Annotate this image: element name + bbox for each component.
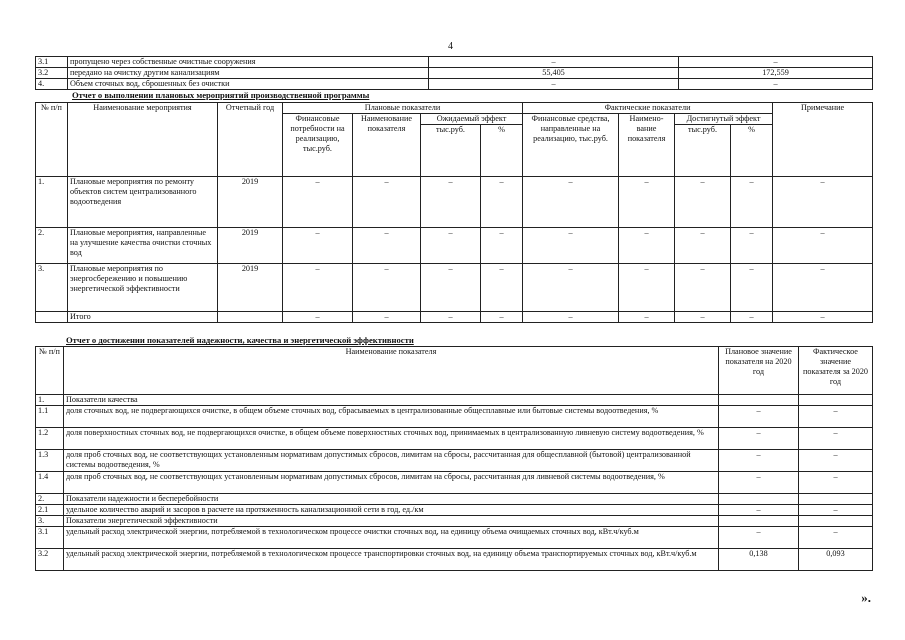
plan-value: 0,138	[719, 549, 799, 571]
cell-value: –	[731, 177, 773, 228]
cell-value: –	[675, 177, 731, 228]
plan-value: –	[429, 79, 679, 90]
table-row	[36, 395, 873, 406]
fact-value: –	[679, 57, 873, 68]
cell-value: –	[283, 312, 353, 323]
table-row	[36, 516, 873, 527]
fact-value: –	[799, 527, 873, 549]
col-fact-value: Фактическое значение показателя за 2020 год	[799, 347, 873, 395]
fact-value: –	[799, 505, 873, 516]
col-planned: Плановые показатели	[283, 103, 523, 114]
col-plan-finance: Финансовые потребности на реализацию, тыс.руб.	[283, 114, 353, 177]
fact-value	[799, 395, 873, 406]
row-number: 3.	[36, 264, 68, 312]
col-year: Отчетный год	[218, 103, 283, 177]
indicators-table	[35, 346, 873, 571]
plan-value: –	[429, 57, 679, 68]
col-expected-pct: %	[481, 125, 523, 177]
measure-name: Итого	[68, 312, 218, 323]
plan-value	[719, 494, 799, 505]
table-row	[36, 428, 873, 450]
col-note: Примечание	[773, 103, 873, 177]
col-expected-effect: Ожидаемый эффект	[421, 114, 523, 125]
closing-quote-mark: ».	[861, 590, 871, 605]
row-label: Объем сточных вод, сброшенных без очистки	[68, 79, 429, 90]
cell-value: –	[619, 264, 675, 312]
cell-value: –	[421, 312, 481, 323]
fact-value: –	[799, 472, 873, 494]
row-label: передано на очистку другим канализациям	[68, 68, 429, 79]
fact-value: 172,559	[679, 68, 873, 79]
plan-value: –	[719, 527, 799, 549]
cell-value: –	[523, 228, 619, 264]
row-number: 4.	[36, 79, 68, 90]
row-number	[36, 312, 68, 323]
plan-value: –	[719, 428, 799, 450]
row-number: 1.3	[36, 450, 64, 472]
cell-value: –	[731, 228, 773, 264]
row-number: 2.	[36, 494, 64, 505]
indicator-name: Показатели качества	[64, 395, 719, 406]
cell-value: –	[421, 177, 481, 228]
measures-table	[35, 102, 873, 323]
fact-value: –	[799, 428, 873, 450]
col-achieved-effect: Достигнутый эффект	[675, 114, 773, 125]
cell-value: –	[283, 228, 353, 264]
cell-value: –	[675, 228, 731, 264]
volume-table	[35, 56, 873, 90]
cell-value: –	[523, 312, 619, 323]
row-number: 2.	[36, 228, 68, 264]
table-row	[36, 494, 873, 505]
report-year: 2019	[218, 228, 283, 264]
table-row	[36, 57, 873, 68]
col-expected-rub: тыс.руб.	[421, 125, 481, 177]
cell-value: –	[283, 264, 353, 312]
section1-title: Отчет о выполнении плановых мероприятий производственной программы	[72, 90, 370, 100]
plan-value: 55,405	[429, 68, 679, 79]
table-row	[36, 264, 873, 312]
row-number: 1.2	[36, 428, 64, 450]
plan-value	[719, 516, 799, 527]
fact-value	[799, 516, 873, 527]
cell-value: –	[619, 228, 675, 264]
cell-value: –	[481, 177, 523, 228]
col-fact-indicator: Наимено-вание показателя	[619, 114, 675, 177]
table-row	[36, 472, 873, 494]
fact-value: 0,093	[799, 549, 873, 571]
plan-value: –	[719, 472, 799, 494]
table-row	[36, 79, 873, 90]
report-year: 2019	[218, 177, 283, 228]
indicator-name: удельный расход электрической энергии, потребляемой в технологическом процессе очистки сточных вод, на единицу объема очищаемых сточных вод, кВт.ч/куб.м	[64, 527, 719, 549]
row-number: 3.1	[36, 527, 64, 549]
fact-value: –	[679, 79, 873, 90]
row-number: 1.1	[36, 406, 64, 428]
cell-value: –	[481, 228, 523, 264]
measure-name: Плановые мероприятия, направленные на улучшение качества очистки сточных вод	[68, 228, 218, 264]
row-number: 3.2	[36, 549, 64, 571]
table-row	[36, 505, 873, 516]
indicator-name: Показатели энергетической эффективности	[64, 516, 719, 527]
cell-value: –	[481, 264, 523, 312]
cell-value: –	[353, 312, 421, 323]
col-plan-value: Плановое значение показателя на 2020 год	[719, 347, 799, 395]
table-row	[36, 68, 873, 79]
cell-value: –	[773, 264, 873, 312]
table-row	[36, 549, 873, 571]
row-number: 3.1	[36, 57, 68, 68]
indicator-name: удельный расход электрической энергии, потребляемой в технологическом процессе транспортировки сточных вод, на единицу объема транспортируемых сточных вод, кВт.ч/куб.м	[64, 549, 719, 571]
col-fact-finance: Финансовые средства, направленные на реализацию, тыс.руб.	[523, 114, 619, 177]
indicator-name: Показатели надежности и бесперебойности	[64, 494, 719, 505]
report-year: 2019	[218, 264, 283, 312]
section2-title: Отчет о достижении показателей надежности, качества и энергетической эффективности	[66, 335, 414, 345]
row-number: 2.1	[36, 505, 64, 516]
cell-value: –	[421, 264, 481, 312]
row-number: 1.	[36, 395, 64, 406]
cell-value: –	[619, 177, 675, 228]
cell-value: –	[353, 264, 421, 312]
col-plan-indicator: Наименование показателя	[353, 114, 421, 177]
row-number: 3.2	[36, 68, 68, 79]
cell-value: –	[353, 177, 421, 228]
row-number: 1.	[36, 177, 68, 228]
col-achieved-rub: тыс.руб.	[675, 125, 731, 177]
table-row	[36, 527, 873, 549]
col-achieved-pct: %	[731, 125, 773, 177]
col-number: № п/п	[36, 103, 68, 177]
plan-value: –	[719, 450, 799, 472]
cell-value: –	[283, 177, 353, 228]
cell-value: –	[523, 177, 619, 228]
table-row	[36, 228, 873, 264]
plan-value: –	[719, 505, 799, 516]
cell-value: –	[421, 228, 481, 264]
cell-value: –	[773, 228, 873, 264]
indicator-name: доля проб сточных вод, не соответствующих установленным нормативам допустимых сбросов, лимитам на сбросы, рассчитанная для общесплавной (бытовой) централизованной системы водоотведения, %	[64, 450, 719, 472]
row-number: 1.4	[36, 472, 64, 494]
page-number: 4	[448, 41, 453, 52]
indicator-name: доля сточных вод, не подвергающихся очистке, в общем объеме сточных вод, сбрасываемых в централизованные общесплавные или бытовые системы водоотведения, %	[64, 406, 719, 428]
indicator-name: доля поверхностных сточных вод, не подвергающихся очистке, в общем объеме поверхностных сточных вод, принимаемых в централизованную ливневую систему водоотведения, %	[64, 428, 719, 450]
table-row	[36, 312, 873, 323]
indicator-name: доля проб сточных вод, не соответствующих установленным нормативам допустимых сбросов, лимитам на сбросы, рассчитанная для ливневой системы водоотведения, %	[64, 472, 719, 494]
cell-value: –	[619, 312, 675, 323]
cell-value: –	[731, 312, 773, 323]
report-year	[218, 312, 283, 323]
cell-value: –	[523, 264, 619, 312]
cell-value: –	[773, 312, 873, 323]
fact-value: –	[799, 450, 873, 472]
fact-value: –	[799, 406, 873, 428]
cell-value: –	[675, 312, 731, 323]
table-row	[36, 450, 873, 472]
measure-name: Плановые мероприятия по энергосбережению и повышению энергетической эффективности	[68, 264, 218, 312]
plan-value	[719, 395, 799, 406]
header-row	[36, 347, 873, 395]
fact-value	[799, 494, 873, 505]
row-number: 3.	[36, 516, 64, 527]
plan-value: –	[719, 406, 799, 428]
table-row	[36, 177, 873, 228]
col-indicator-name: Наименование показателя	[64, 347, 719, 395]
header-row	[36, 103, 873, 114]
indicator-name: удельное количество аварий и засоров в расчете на протяженность канализационной сети в год, ед./км	[64, 505, 719, 516]
col-number: № п/п	[36, 347, 64, 395]
row-label: пропущено через собственные очистные сооружения	[68, 57, 429, 68]
measure-name: Плановые мероприятия по ремонту объектов систем централизованного водоотведения	[68, 177, 218, 228]
cell-value: –	[481, 312, 523, 323]
cell-value: –	[353, 228, 421, 264]
table-row	[36, 406, 873, 428]
cell-value: –	[773, 177, 873, 228]
col-measure-name: Наименование мероприятия	[68, 103, 218, 177]
col-actual: Фактические показатели	[523, 103, 773, 114]
cell-value: –	[675, 264, 731, 312]
cell-value: –	[731, 264, 773, 312]
